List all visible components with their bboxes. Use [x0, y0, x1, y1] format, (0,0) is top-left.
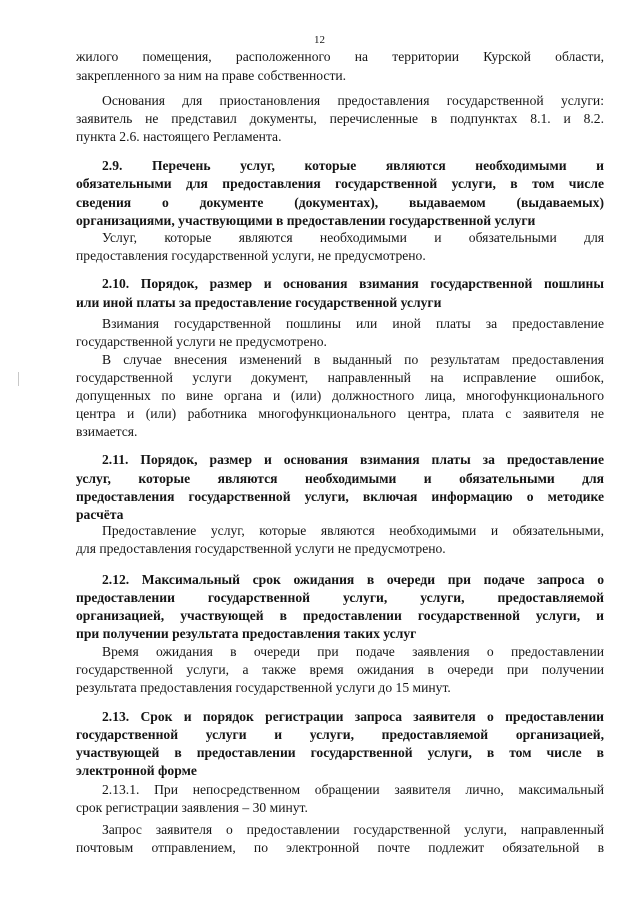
text-line: заявитель не представил документы, перечисленные в подпунктах 8.1. и 8.2. — [76, 111, 604, 126]
text-line: В случае внесения изменений в выданный по результатам предоставления — [102, 352, 604, 367]
text-line: результата предоставления государственной услуги до 15 минут. — [76, 680, 451, 695]
text-line: государственной услуги не предусмотрено. — [76, 334, 327, 349]
text-line: взимается. — [76, 424, 138, 439]
text-line: допущенных по вине органа и (или) должностного лица, многофункционального — [76, 388, 604, 403]
heading-line: сведения о документе (документах), выдаваемом (выдаваемых) — [76, 195, 604, 210]
text-line: Услуг, которые являются необходимыми и обязательными для — [102, 230, 604, 245]
text-line: закрепленного за ним на праве собственности. — [76, 68, 347, 83]
text-line: Запрос заявителя о предоставлении государственной услуги, направленный — [102, 822, 604, 837]
text-line: Основания для приостановления предоставления государственной услуги: — [102, 93, 604, 108]
heading-line: предоставлении государственной услуги, услуги, предоставляемой — [76, 590, 604, 605]
heading-line: или иной платы за предоставление государственной услуги — [76, 295, 442, 310]
text-line: государственной услуги, а также время ожидания в очереди при получении — [76, 662, 604, 677]
text-line: Взимания государственной пошлины или иной платы за предоставление — [102, 316, 604, 331]
text-line: для предоставления государственной услуги не предусмотрено. — [76, 541, 446, 556]
text-line: государственной услуги документ, направленный на исправление ошибок, — [76, 370, 604, 385]
heading-line: предоставления государственной услуги, включая информацию о методике — [76, 489, 604, 504]
heading-line: государственной услуги и услуги, предоставляемой организацией, — [76, 727, 604, 742]
heading-line: организацией, участвующей в предоставлении государственной услуги, и — [76, 608, 604, 623]
heading-line: организациями, участвующими в предоставлении государственной услуги — [76, 213, 536, 228]
text-line: центра и (или) работника многофункционального центра, плата с заявителя не — [76, 406, 604, 421]
text-line: Время ожидания в очереди при подаче заявления о предоставлении — [102, 644, 604, 659]
heading-line: расчёта — [76, 507, 124, 522]
text-line: Предоставление услуг, которые являются необходимыми и обязательными, — [102, 523, 604, 538]
text-line: пункта 2.6. настоящего Регламента. — [76, 129, 282, 144]
text-line: жилого помещения, расположенного на территории Курской области, — [76, 49, 604, 64]
heading-line: 2.13. Срок и порядок регистрации запроса заявителя о предоставлении — [102, 709, 604, 724]
heading-line: услуг, которые являются необходимыми и обязательными для — [76, 471, 604, 486]
text-line: почтовым отправлением, по электронной почте подлежит обязательной в — [76, 840, 604, 855]
text-line: срок регистрации заявления – 30 минут. — [76, 800, 308, 815]
page-number: 12 — [314, 34, 325, 46]
text-line: 2.13.1. При непосредственном обращении заявителя лично, максимальный — [102, 782, 604, 797]
heading-line: электронной форме — [76, 763, 197, 778]
heading-line: 2.12. Максимальный срок ожидания в очереди при подаче запроса о — [102, 572, 604, 587]
heading-line: 2.9. Перечень услуг, которые являются необходимыми и — [102, 158, 604, 173]
heading-line: 2.10. Порядок, размер и основания взимания государственной пошлины — [102, 276, 604, 291]
text-line: предоставления государственной услуги, не предусмотрено. — [76, 248, 426, 263]
scan-margin-mark — [18, 372, 19, 386]
heading-line: при получении результата предоставления таких услуг — [76, 626, 417, 641]
heading-line: 2.11. Порядок, размер и основания взимания платы за предоставление — [102, 452, 604, 467]
heading-line: участвующей в предоставлении государственной услуги, в том числе в — [76, 745, 604, 760]
heading-line: обязательными для предоставления государственной услуги, в том числе — [76, 176, 604, 191]
